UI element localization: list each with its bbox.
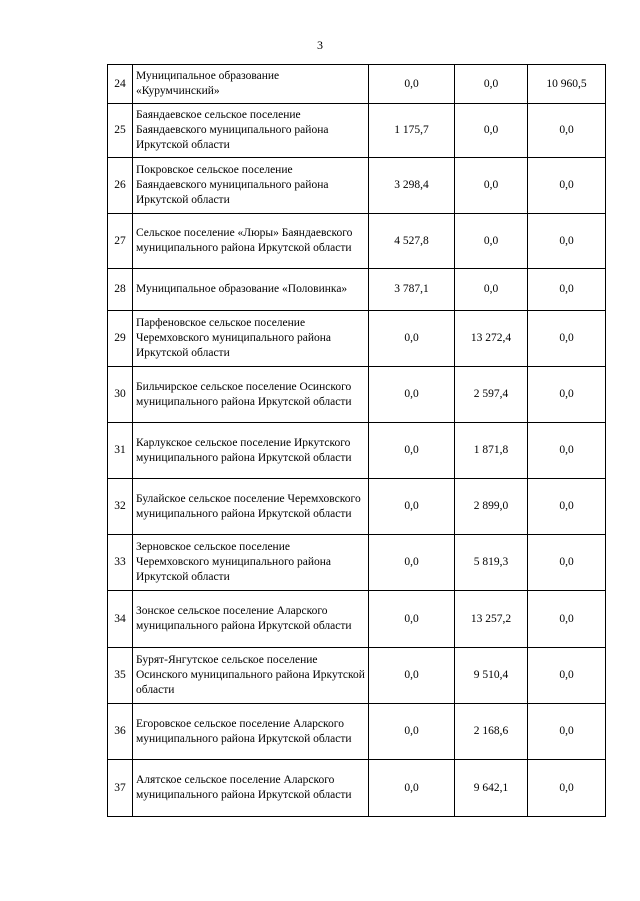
table-row <box>108 591 606 648</box>
table-row <box>108 367 606 423</box>
municipality-name: Муниципальное образование «Курумчинский» <box>133 65 369 104</box>
table-row <box>108 704 606 760</box>
value-col-1: 0,0 <box>369 367 455 423</box>
value-col-2: 2 597,4 <box>455 367 528 423</box>
municipality-name: Карлукское сельское поселение Иркутского муниципального района Иркутской области <box>133 423 369 479</box>
value-col-1: 4 527,8 <box>369 214 455 269</box>
value-col-2: 5 819,3 <box>455 535 528 591</box>
table-row <box>108 214 606 269</box>
value-col-3: 0,0 <box>528 311 606 367</box>
row-number: 24 <box>108 65 133 104</box>
value-col-1: 0,0 <box>369 704 455 760</box>
row-number: 35 <box>108 648 133 704</box>
table-row <box>108 65 606 104</box>
allocation-table <box>107 64 606 817</box>
row-number: 30 <box>108 367 133 423</box>
row-number: 26 <box>108 158 133 214</box>
table-row <box>108 269 606 311</box>
value-col-1: 0,0 <box>369 591 455 648</box>
value-col-2: 2 899,0 <box>455 479 528 535</box>
value-col-2: 9 642,1 <box>455 760 528 817</box>
value-col-3: 0,0 <box>528 591 606 648</box>
municipality-name: Зонское сельское поселение Аларского муниципального района Иркутской области <box>133 591 369 648</box>
value-col-2: 13 272,4 <box>455 311 528 367</box>
municipality-name: Сельское поселение «Люры» Баяндаевского муниципального района Иркутской области <box>133 214 369 269</box>
value-col-3: 0,0 <box>528 704 606 760</box>
value-col-3: 0,0 <box>528 648 606 704</box>
row-number: 36 <box>108 704 133 760</box>
value-col-2: 2 168,6 <box>455 704 528 760</box>
value-col-3: 10 960,5 <box>528 65 606 104</box>
page-number: 3 <box>317 38 323 52</box>
value-col-3: 0,0 <box>528 214 606 269</box>
value-col-1: 3 298,4 <box>369 158 455 214</box>
row-number: 25 <box>108 104 133 158</box>
value-col-2: 0,0 <box>455 158 528 214</box>
value-col-3: 0,0 <box>528 367 606 423</box>
value-col-3: 0,0 <box>528 535 606 591</box>
value-col-2: 0,0 <box>455 65 528 104</box>
row-number: 28 <box>108 269 133 311</box>
value-col-3: 0,0 <box>528 158 606 214</box>
row-number: 37 <box>108 760 133 817</box>
table-row <box>108 479 606 535</box>
table-row <box>108 535 606 591</box>
value-col-1: 1 175,7 <box>369 104 455 158</box>
value-col-2: 1 871,8 <box>455 423 528 479</box>
municipality-name: Покровское сельское поселение Баяндаевского муниципального района Иркутской области <box>133 158 369 214</box>
value-col-2: 13 257,2 <box>455 591 528 648</box>
value-col-1: 0,0 <box>369 311 455 367</box>
table-row <box>108 760 606 817</box>
municipality-name: Баяндаевское сельское поселение Баяндаевского муниципального района Иркутской области <box>133 104 369 158</box>
row-number: 29 <box>108 311 133 367</box>
table-row <box>108 104 606 158</box>
value-col-1: 0,0 <box>369 479 455 535</box>
row-number: 27 <box>108 214 133 269</box>
table-row <box>108 423 606 479</box>
value-col-1: 0,0 <box>369 423 455 479</box>
table-row <box>108 648 606 704</box>
value-col-2: 0,0 <box>455 214 528 269</box>
value-col-1: 3 787,1 <box>369 269 455 311</box>
value-col-1: 0,0 <box>369 535 455 591</box>
row-number: 34 <box>108 591 133 648</box>
municipality-name: Алятское сельское поселение Аларского муниципального района Иркутской области <box>133 760 369 817</box>
municipality-name: Зерновское сельское поселение Черемховского муниципального района Иркутской области <box>133 535 369 591</box>
row-number: 32 <box>108 479 133 535</box>
row-number: 33 <box>108 535 133 591</box>
municipality-name: Бурят-Янгутское сельское поселение Осинского муниципального района Иркутской области <box>133 648 369 704</box>
municipality-name: Егоровское сельское поселение Аларского муниципального района Иркутской области <box>133 704 369 760</box>
value-col-3: 0,0 <box>528 423 606 479</box>
municipality-name: Булайское сельское поселение Черемховского муниципального района Иркутской области <box>133 479 369 535</box>
value-col-3: 0,0 <box>528 269 606 311</box>
value-col-1: 0,0 <box>369 65 455 104</box>
table-row <box>108 158 606 214</box>
value-col-3: 0,0 <box>528 479 606 535</box>
table-row <box>108 311 606 367</box>
value-col-2: 0,0 <box>455 104 528 158</box>
value-col-2: 0,0 <box>455 269 528 311</box>
value-col-3: 0,0 <box>528 104 606 158</box>
value-col-3: 0,0 <box>528 760 606 817</box>
municipality-name: Бильчирское сельское поселение Осинского муниципального района Иркутской области <box>133 367 369 423</box>
row-number: 31 <box>108 423 133 479</box>
value-col-1: 0,0 <box>369 648 455 704</box>
municipality-name: Муниципальное образование «Половинка» <box>133 269 369 311</box>
value-col-2: 9 510,4 <box>455 648 528 704</box>
municipality-name: Парфеновское сельское поселение Черемховского муниципального района Иркутской области <box>133 311 369 367</box>
value-col-1: 0,0 <box>369 760 455 817</box>
